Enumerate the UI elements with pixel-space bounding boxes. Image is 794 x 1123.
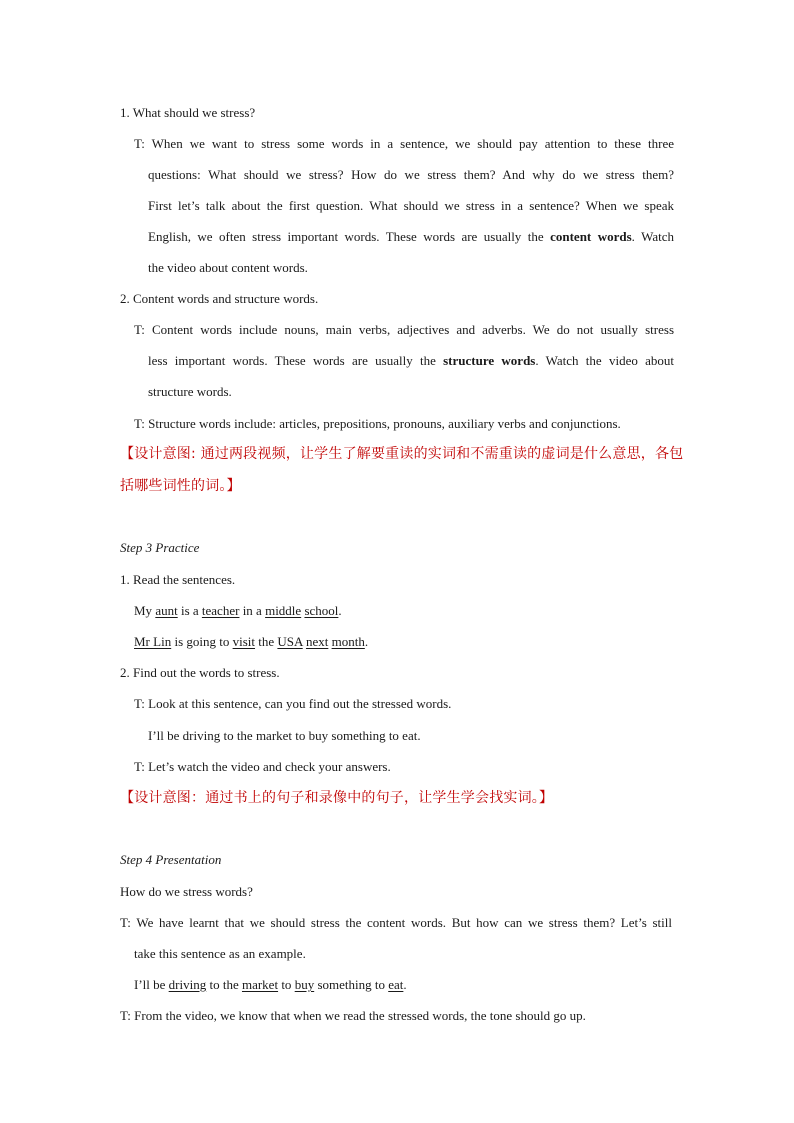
step-3-item-2: 2. Find out the words to stress. bbox=[120, 665, 280, 680]
structure-words-term: structure words bbox=[443, 353, 536, 368]
stressed-word: buy bbox=[294, 977, 315, 992]
step-3-teacher-line-1: T: Look at this sentence, can you find out the stressed words. bbox=[134, 696, 452, 711]
practice-sentence-1: My aunt is a teacher in a middle school. bbox=[134, 603, 342, 618]
stressed-word: month bbox=[331, 634, 365, 649]
stressed-word: eat bbox=[388, 977, 404, 992]
step-4-teacher-line-3: T: From the video, we know that when we read the stressed words, the tone should go up. bbox=[120, 1008, 586, 1023]
design-note-2: 【设计意图：通过书上的句子和录像中的句子，让学生学会找实词。】 bbox=[120, 790, 554, 806]
stressed-word: teacher bbox=[201, 603, 240, 618]
section-2-line-3: structure words. bbox=[148, 384, 232, 399]
step-3-teacher-line-2: T: Let’s watch the video and check your answers. bbox=[134, 759, 391, 774]
content-words-term: content words bbox=[550, 229, 632, 244]
stressed-word: school bbox=[304, 603, 339, 618]
stressed-word: driving bbox=[168, 977, 207, 992]
stressed-word: next bbox=[305, 634, 329, 649]
section-1-heading: 1. What should we stress? bbox=[120, 105, 256, 120]
section-1-line-3: First let’s talk about the first question. What should we stress in a sentence? When we speak bbox=[148, 198, 674, 213]
example-sentence: I’ll be driving to the market to buy something to eat. bbox=[148, 728, 421, 743]
section-2-line-1: T: Content words include nouns, main verbs, adjectives and adverbs. We do not usually stress bbox=[134, 322, 674, 337]
section-1-line-2: questions: What should we stress? How do we stress them? And why do we stress them? bbox=[148, 167, 674, 182]
section-1-line-4: English, we often stress important words. These words are usually the content words. Watch bbox=[148, 229, 674, 244]
stressed-word: aunt bbox=[155, 603, 178, 618]
stressed-word: middle bbox=[265, 603, 302, 618]
design-note-1-line-2: 括哪些词性的词。】 bbox=[120, 478, 241, 494]
stressed-word: market bbox=[241, 977, 279, 992]
section-2-line-4: T: Structure words include: articles, prepositions, pronouns, auxiliary verbs and conjunctions. bbox=[134, 416, 621, 431]
step-3-title: Step 3 Practice bbox=[120, 540, 200, 555]
section-1-line-1: T: When we want to stress some words in a sentence, we should pay attention to these three bbox=[134, 136, 674, 151]
section-1-line-5: the video about content words. bbox=[148, 260, 308, 275]
section-2-line-2: less important words. These words are usually the structure words. Watch the video about bbox=[148, 353, 674, 368]
step-4-teacher-line-1: T: We have learnt that we should stress the content words. But how can we stress them? Let’s still bbox=[120, 915, 672, 930]
stressed-word: USA bbox=[277, 634, 303, 649]
step-4-question: How do we stress words? bbox=[120, 884, 253, 899]
section-2-heading: 2. Content words and structure words. bbox=[120, 291, 319, 306]
stressed-word: Mr Lin bbox=[134, 634, 172, 649]
design-note-1-line-1: 【设计意图: 通过两段视频，让学生了解要重读的实词和不需重读的虚词是什么意思，各包 bbox=[120, 446, 684, 462]
step-4-example-sentence: I’ll be driving to the market to buy something to eat. bbox=[134, 977, 407, 992]
stressed-word: visit bbox=[232, 634, 256, 649]
step-4-title: Step 4 Presentation bbox=[120, 852, 222, 867]
step-4-teacher-line-2: take this sentence as an example. bbox=[134, 946, 306, 961]
step-3-item-1: 1. Read the sentences. bbox=[120, 572, 236, 587]
practice-sentence-2: Mr Lin is going to visit the USA next month. bbox=[134, 634, 369, 649]
